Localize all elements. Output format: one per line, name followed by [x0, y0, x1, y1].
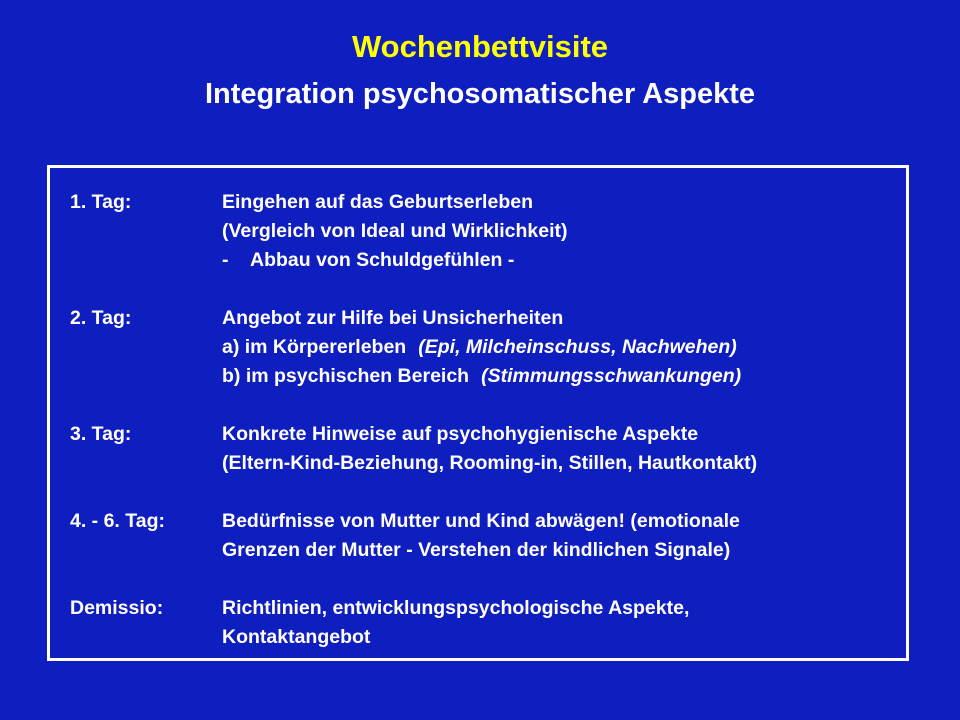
entry-text: Angebot zur Hilfe bei Unsicherheiten — [222, 307, 564, 329]
entry-italic-note: (Stimmungsschwankungen) — [481, 365, 742, 387]
entry-label: 3. Tag: — [70, 423, 132, 445]
entry-text: Abbau von Schuldgefühlen - — [250, 249, 515, 271]
entry-text: Grenzen der Mutter - Verstehen der kindlichen Signale) — [222, 539, 731, 561]
entry-text: a) im Körpererleben — [222, 336, 407, 358]
entry-label: 4. - 6. Tag: — [70, 510, 165, 532]
bullet-dash: - — [222, 249, 229, 271]
content-box — [47, 165, 909, 661]
entry-text: Kontaktangebot — [222, 626, 371, 648]
entry-label: 1. Tag: — [70, 191, 132, 213]
entry-text-line — [222, 333, 737, 362]
entry-text: (Vergleich von Ideal und Wirklichkeit) — [222, 220, 568, 242]
entry-text: Konkrete Hinweise auf psychohygienische Aspekte — [222, 423, 699, 445]
entry-text: Richtlinien, entwicklungspsychologische Aspekte, — [222, 597, 690, 619]
entry-label: Demissio: — [70, 597, 164, 619]
entry-label: 2. Tag: — [70, 307, 132, 329]
entry-italic-note: (Epi, Milcheinschuss, Nachwehen) — [418, 336, 737, 358]
entry-text-line — [222, 246, 514, 275]
slide-title: Wochenbettvisite — [351, 29, 609, 64]
entry-text: b) im psychischen Bereich — [222, 365, 470, 387]
entry-text-line — [222, 362, 741, 391]
entry-text: Bedürfnisse von Mutter und Kind abwägen! (emotionale — [222, 510, 740, 532]
entry-text: (Eltern-Kind-Beziehung, Rooming-in, Stillen, Hautkontakt) — [222, 452, 758, 474]
slide-subtitle: Integration psychosomatischer Aspekte — [204, 78, 756, 110]
entry-text: Eingehen auf das Geburtserleben — [222, 191, 533, 213]
